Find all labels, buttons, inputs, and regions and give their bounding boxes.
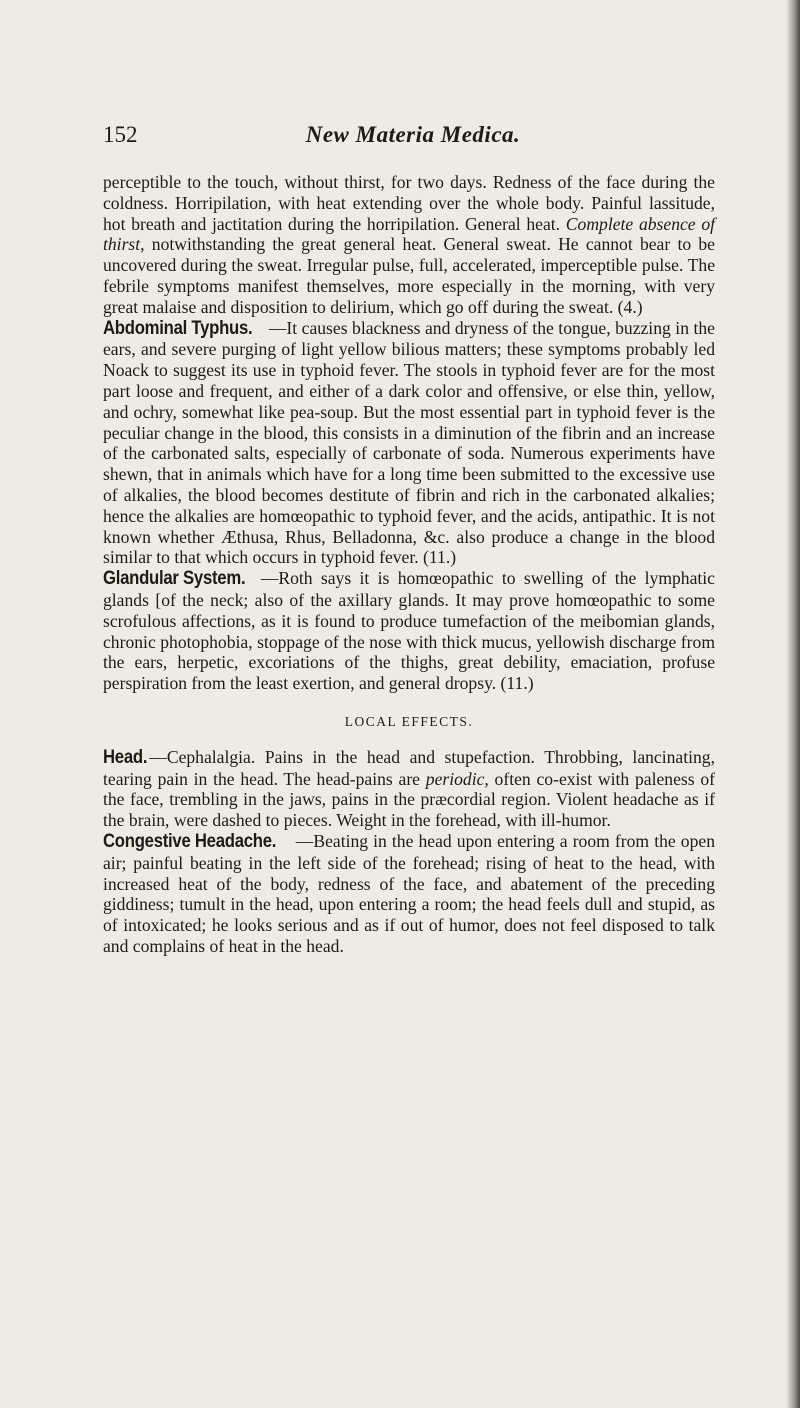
page-number: 152 bbox=[103, 122, 138, 147]
page-edge-shadow bbox=[786, 0, 800, 1408]
paragraph-head bbox=[103, 747, 715, 831]
paragraph-text: perceptible to the touch, without thirst, for two days. Redness of the face during the coldness. Horripilation, with heat extending over the whole body. Painful lassitude, hot breath and jactitation during the horripilation. General heat. bbox=[103, 172, 715, 234]
paragraph-text: —Roth says it is homœopathic to swelling of the lymphatic glands [of the neck; also of the axillary glands. It may prove homœopathic to some scrofulous affections, as it is found to produce tumefaction of the meibomian glands, chronic photophobia, stoppage of the nose with thick mucus, yellowish discharge from the ears, herpetic, excoriations of the thighs, great debility, emaciation, profuse perspiration from the least exertion, and general dropsy. (11.) bbox=[103, 568, 715, 694]
paragraph-glandular-system bbox=[103, 568, 715, 694]
running-head bbox=[103, 122, 723, 152]
paragraph-heading: Glandular System. bbox=[103, 568, 246, 590]
paragraph-heading: Head. bbox=[103, 746, 148, 768]
paragraph-heading: Abdominal Typhus. bbox=[103, 317, 253, 339]
body-text bbox=[103, 172, 715, 957]
section-heading: LOCAL EFFECTS. bbox=[344, 713, 474, 729]
paragraph-congestive-headache bbox=[103, 831, 715, 957]
paragraph-text: —It causes blackness and dryness of the tongue, buzzing in the ears, and severe purging of light yellow bilious matters; these symptoms probably led Noack to suggest its use in typhoid fever. The stools in typhoid fever are for the most part loose and frequent, and either of a dark color and offensive, or else thin, yellow, and ochry, somewhat like pea-soup. But the most essential part in typhoid fever is the peculiar change in the blood, this consists in a diminution of the fibrin and an increase of the carbonated salts, especially of carbonate of soda. Numerous experiments have shewn, that in animals which have for a long time been submitted to the excessive use of alkalies, the blood becomes destitute of fibrin and rich in the carbonated alkalies; hence the alkalies are homœopathic to typhoid fever, and the acids, antipathic. It is not known whether Æthusa, Rhus, Belladonna, &c. also produce a change in the blood similar to that which occurs in typhoid fever. (11.) bbox=[103, 317, 715, 568]
paragraph-italic: Complete absence of thirst, bbox=[103, 213, 716, 255]
paragraph-text-after: notwithstanding the great general heat. General sweat. He cannot bear to be uncovered during the sweat. Irregular pulse, full, accelerated, imperceptible pulse. The febrile symptoms manifest themselves, more especially in the morning, with very great malaise and disposition to delirium, which go off during the sweat. (4.) bbox=[103, 234, 715, 317]
paragraph-text: —Cephalalgia. Pains in the head and stupefaction. Throbbing, lancinating, tearing pain in the head. The head-pains are bbox=[103, 746, 715, 789]
book-title: New Materia Medica. bbox=[305, 122, 521, 147]
paragraph-text-after: often co-exist with paleness of the face, trembling in the jaws, pains in the præcordial region. Violent headache as if the brain, were dashed to pieces. Weight in the forehead, with ill-humor. bbox=[103, 768, 715, 831]
paragraph-fever bbox=[103, 172, 715, 318]
paragraph-text: —Beating in the head upon entering a room from the open air; painful beating in the left side of the forehead; rising of heat to the head, with increased heat of the body, redness of the face, and abatement of the preceding giddiness; tumult in the head, upon entering a room; the head feels dull and stupid, as of intoxicated; he looks serious and as if out of humor, does not feel disposed to talk and complains of heat in the head. bbox=[103, 830, 715, 956]
paragraph-italic: periodic, bbox=[425, 768, 489, 789]
paragraph-abdominal-typhus bbox=[103, 318, 715, 569]
paragraph-heading: Congestive Headache. bbox=[103, 830, 277, 852]
